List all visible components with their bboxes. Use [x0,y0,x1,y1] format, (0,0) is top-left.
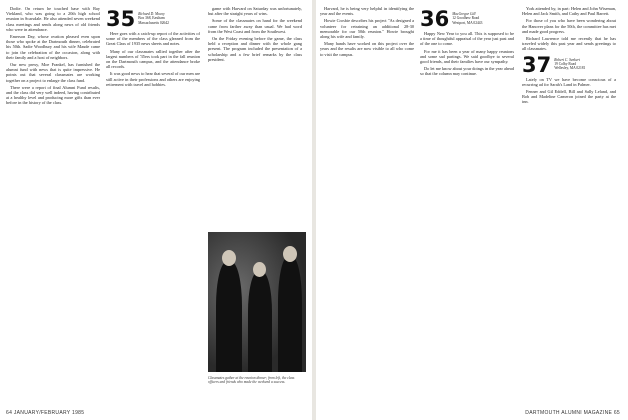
right-page [316,0,628,420]
class-heading-36 [420,9,514,29]
paragraph: Lately on TV we have become conscious of a recurring ad for Sarah's Land in Palmer. [522,76,616,87]
paragraph: Dodie. On return he touched base with Ray Viekland, who was going to a 20th high school reunion in Scarsdale. He also attended seven weekend class meetings and sends along news of old friends who were in attendance. [6,6,100,32]
secretary-city: Massachusetts 02642 [138,20,169,25]
left-page [0,0,312,420]
paragraph: For those of you who have been wondering about the Hanover plans for the 50th, the committee has met and made good progress. [522,18,616,34]
paragraph: game with Harvard on Saturday was unfortunately, but after the straight years of wins. [208,6,302,17]
paragraph: Howie Crosbie describes his project "As designed a volunteer for retraining an additional 28-30 memorable for our 50th reunion." Howie brought along his wife and family. [320,18,414,40]
paragraph: It was good news to hear that several of our men are still active in their professions and others are enjoying retirement with travel and hobbies. [106,71,200,87]
secretary-name: Richard D. Mocoy [138,12,165,16]
photo-caption: Classmates gather at the reunion dinner; from left, the class officers and friends who made the weekend a success. [208,376,295,385]
class-heading-37 [522,52,616,77]
paragraph: Fenner and Gil Eddell, Bill and Sally Leland, and Bob and Madeline Cameron joined the party at the inn. [522,89,616,105]
reunion-photo [208,232,306,372]
secretary-address: 12 Goodhew Road [452,16,480,21]
secretary-address: 19 Colby Road [554,62,576,67]
class-heading-35 [106,9,200,29]
class-secretary-info [138,9,169,25]
right-column-2 [420,6,514,79]
class-year-number: 36 [420,7,450,31]
paragraph: York attended by, in part: Helen and John Wiseman, Helen and Jack Smith, and Cathy and Paul Barrett. [522,6,616,17]
secretary-name: Robert C. Senkert [554,57,580,62]
paragraph: Happy New Year to you all. This is supposed to be a time of thoughtful appraisal of the year just past and of the one to come. [420,31,514,47]
paragraph: Some of the classmates on hand for the weekend came from farther away than usual. We had word from the West Coast and from the Southwest. [208,18,302,34]
paragraph: For me it has been a year of many happy reunions and some sad partings. We said goodbye to several good friends, and their families have our sympathy. [420,48,514,65]
class-year-number: 37 [522,52,552,77]
paragraph: On the Friday evening before the game, the class held a reception and dinner with the whole gang present. The program included the presentation of a scholarship and a few brief remarks by the class president. [208,36,302,62]
left-column-1 [6,6,100,108]
class-secretary-info [554,55,585,71]
paragraph: Many hands have worked on this project over the years and the results are now visible to all who come to visit the campus. [320,41,414,57]
paragraph: Richard Lawrence told me recently that he has traveled widely this past year and sends greetings to all classmates. [522,36,616,52]
paragraph: Here goes with a catch-up report of the activities of some of the members of the class gleaned from the Great Class of 1935 news sheets and notes. [106,31,200,47]
paragraph: Harvard, he is being very helpful in identifying the year and the events. [320,6,414,17]
page-footer-right: DARTMOUTH ALUMNI MAGAZINE 65 [525,410,620,416]
paragraph: Emerson Day, whose ovation pleased even upon those who spoke at the Dartmouth dinner, celebrated his 50th. Sadie Woodbury and his wife Maude came to join the celebration of the occasion, along with their family and a host of neighbors. [6,34,100,60]
paragraph: Do let me know about your doings in the year ahead so that the column may continue. [420,66,514,77]
page-footer-left: 64 JANUARY/FEBRUARY 1985 [6,410,85,416]
paragraph: There were a report of final Alumni Fund results, and the class did very well indeed, having contributed at a healthy level and producing more gifts than ever before in the history of the class. [6,84,100,106]
left-column-2 [106,6,200,89]
left-column-3 [208,6,302,64]
paragraph: Our new prexy, Moe Frankel, has furnished the alumni fund with news that is quite impressive. He points out that several classmates are working together on a project to enlarge the class fund. [6,62,100,83]
secretary-name: MacGregor Gill [452,12,476,16]
secretary-city: Wellesley, MA 02181 [554,66,586,71]
class-year-number: 35 [106,7,136,31]
secretary-city: Westport, MA 02443 [452,20,483,25]
paragraph: Many of our classmates rallied together after the largest numbers of '35ers took part in the fall reunion on the Dartmouth campus, and the attendance broke all records. [106,48,200,70]
secretary-address: Box 368, Eastham [138,16,165,21]
right-column-3 [522,6,616,107]
right-column-1 [320,6,414,59]
class-secretary-info [452,9,482,25]
